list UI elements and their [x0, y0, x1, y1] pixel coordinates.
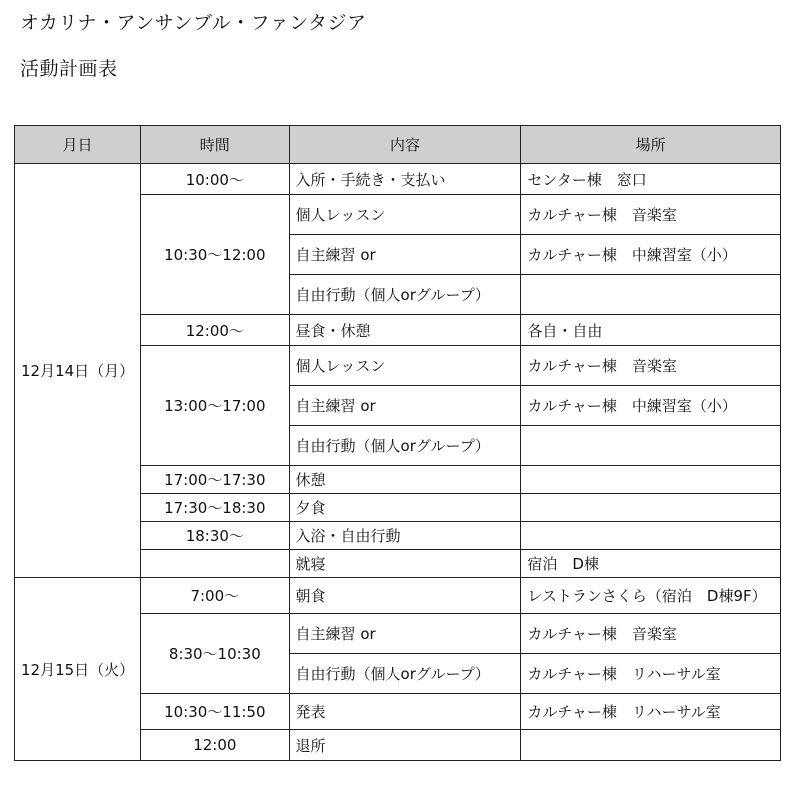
content-cell: 夕食 — [289, 494, 521, 522]
place-cell: レストランさくら（宿泊 D棟9F） — [521, 578, 781, 614]
time-cell: 12:00〜 — [141, 315, 289, 346]
place-cell: カルチャー棟 リハーサル室 — [521, 694, 781, 730]
time-cell: 10:30〜11:50 — [141, 694, 289, 730]
place-cell — [521, 275, 781, 315]
place-cell: カルチャー棟 中練習室（小） — [521, 235, 781, 275]
content-cell: 自由行動（個人orグループ） — [289, 275, 521, 315]
time-cell: 13:00〜17:00 — [141, 346, 289, 466]
time-cell — [141, 550, 289, 578]
time-cell: 7:00〜 — [141, 578, 289, 614]
place-cell — [521, 466, 781, 494]
document-subtitle: 活動計画表 — [20, 58, 118, 80]
place-cell — [521, 494, 781, 522]
time-cell: 10:30〜12:00 — [141, 195, 289, 315]
content-cell: 昼食・休憩 — [289, 315, 521, 346]
place-cell — [521, 426, 781, 466]
content-cell: 発表 — [289, 694, 521, 730]
place-cell: カルチャー棟 中練習室（小） — [521, 386, 781, 426]
date-cell: 12月15日（火） — [15, 578, 141, 761]
table-row — [15, 578, 781, 614]
content-cell: 朝食 — [289, 578, 521, 614]
content-cell: 自主練習 or — [289, 235, 521, 275]
content-cell: 個人レッスン — [289, 346, 521, 386]
column-header-date: 月日 — [15, 126, 141, 164]
time-cell: 8:30〜10:30 — [141, 614, 289, 694]
place-cell: カルチャー棟 音楽室 — [521, 346, 781, 386]
time-cell: 10:00〜 — [141, 164, 289, 195]
content-cell: 入所・手続き・支払い — [289, 164, 521, 195]
place-cell: カルチャー棟 リハーサル室 — [521, 654, 781, 694]
schedule-table — [14, 125, 781, 761]
place-cell: 宿泊 D棟 — [521, 550, 781, 578]
column-header-content: 内容 — [289, 126, 521, 164]
place-cell: センター棟 窓口 — [521, 164, 781, 195]
content-cell: 入浴・自由行動 — [289, 522, 521, 550]
content-cell: 個人レッスン — [289, 195, 521, 235]
table-row — [15, 164, 781, 195]
time-cell: 18:30〜 — [141, 522, 289, 550]
place-cell: カルチャー棟 音楽室 — [521, 614, 781, 654]
place-cell: カルチャー棟 音楽室 — [521, 195, 781, 235]
content-cell: 休憩 — [289, 466, 521, 494]
time-cell: 17:30〜18:30 — [141, 494, 289, 522]
table-header-row — [15, 126, 781, 164]
content-cell: 退所 — [289, 730, 521, 761]
place-cell: 各自・自由 — [521, 315, 781, 346]
column-header-time: 時間 — [141, 126, 289, 164]
date-cell: 12月14日（月） — [15, 164, 141, 578]
time-cell: 17:00〜17:30 — [141, 466, 289, 494]
content-cell: 自由行動（個人orグループ） — [289, 654, 521, 694]
content-cell: 就寝 — [289, 550, 521, 578]
place-cell — [521, 522, 781, 550]
time-cell: 12:00 — [141, 730, 289, 761]
content-cell: 自主練習 or — [289, 386, 521, 426]
content-cell: 自由行動（個人orグループ） — [289, 426, 521, 466]
content-cell: 自主練習 or — [289, 614, 521, 654]
place-cell — [521, 730, 781, 761]
column-header-place: 場所 — [521, 126, 781, 164]
document-title: オカリナ・アンサンブル・ファンタジア — [20, 12, 367, 34]
